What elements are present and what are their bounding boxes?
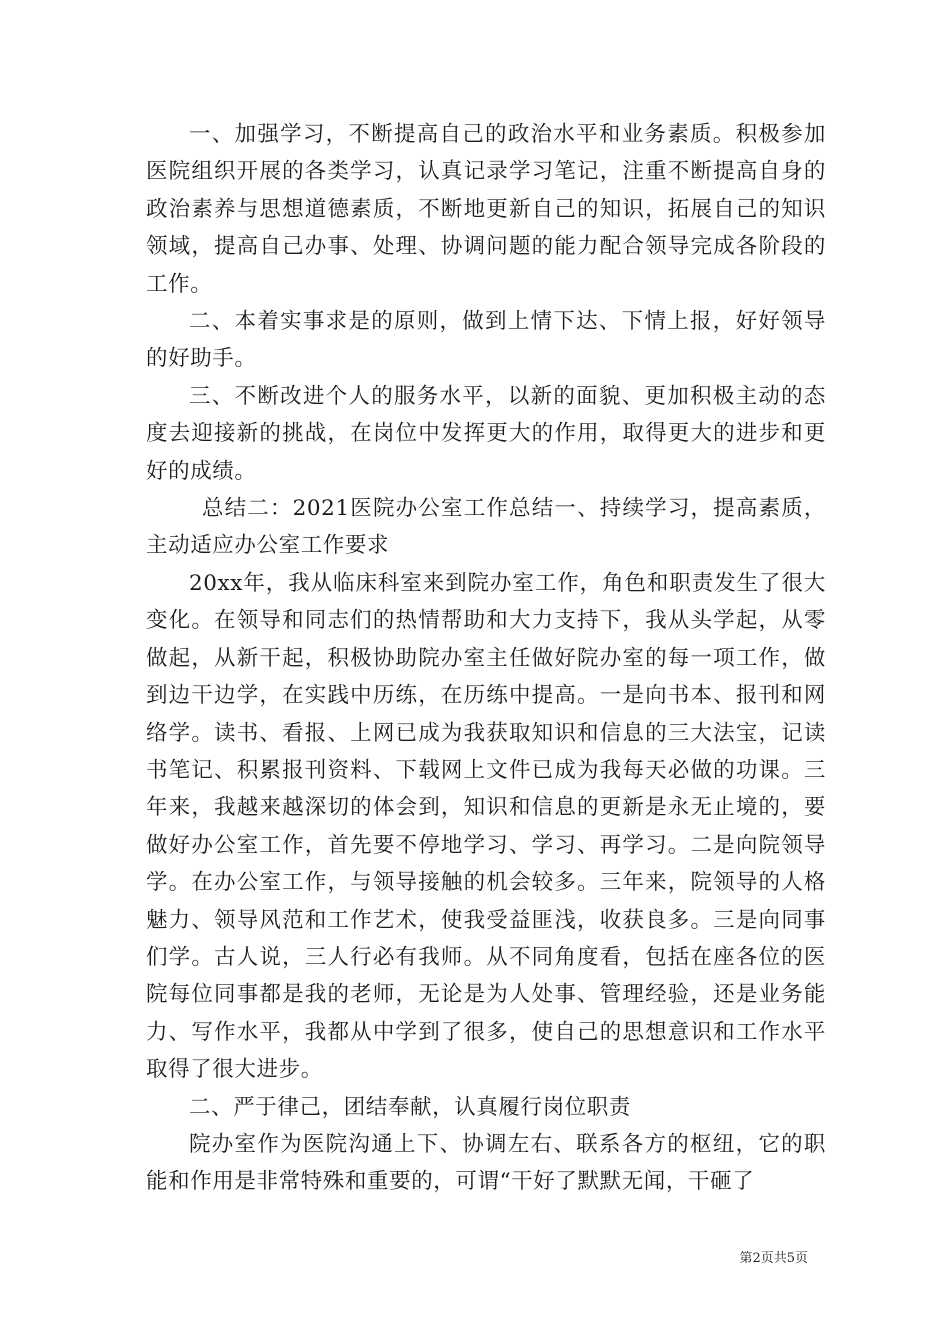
paragraph-principle: 二、本着实事求是的原则，做到上情下达、下情上报，好好领导的好助手。 — [146, 309, 826, 372]
paragraph-summary-two-heading: 总结二：2021医院办公室工作总结一、持续学习，提高素质，主动适应办公室工作要求 — [146, 496, 826, 559]
document-body — [146, 116, 826, 1201]
paragraph-study: 一、加强学习，不断提高自己的政治水平和业务素质。积极参加医院组织开展的各类学习，认真记录学习笔记，注重不断提高自身的政治素养与思想道德素质，不断地更新自己的知识，拓展自己的知识领域，提高自己办事、处理、协调问题的能力配合领导完成各阶段的工作。 — [146, 122, 826, 297]
page-number: 第2页共5页 — [739, 1251, 808, 1266]
paragraph-office-role: 院办室作为医院沟通上下、协调左右、联系各方的枢纽，它的职能和作用是非常特殊和重要的，可谓“干好了默默无闻，干砸了 — [146, 1131, 826, 1195]
paragraph-service: 三、不断改进个人的服务水平，以新的面貌、更加积极主动的态度去迎接新的挑战，在岗位中发挥更大的作用，取得更大的进步和更好的成绩。 — [146, 383, 826, 484]
paragraph-learning-experience: 20xx年，我从临床科室来到院办室工作，角色和职责发生了很大变化。在领导和同志们的热情帮助和大力支持下，我从头学起，从零做起，从新干起，积极协助院办室主任做好院办室的每一项工作，做到边干边学，在实践中历练，在历练中提高。一是向书本、报刊和网络学。读书、看报、上网已成为我获取知识和信息的三大法宝，记读书笔记、积累报刊资料、下载网上文件已成为我每天必做的功课。三年来，我越来越深切的体会到，知识和信息的更新是永无止境的，要做好办公室工作，首先要不停地学习、学习、再学习。二是向院领导学。在办公室工作，与领导接触的机会较多。三年来，院领导的人格魅力、领导风范和工作艺术，使我受益匪浅，收获良多。三是向同事们学。古人说，三人行必有我师。从不同角度看，包括在座各位的医院每位同事都是我的老师，无论是为人处事、管理经验，还是业务能力、写作水平，我都从中学到了很多，使自己的思想意识和工作水平取得了很大进步。 — [146, 570, 826, 1083]
paragraph-discipline-heading: 二、严于律己，团结奉献，认真履行岗位职责 — [189, 1094, 632, 1120]
